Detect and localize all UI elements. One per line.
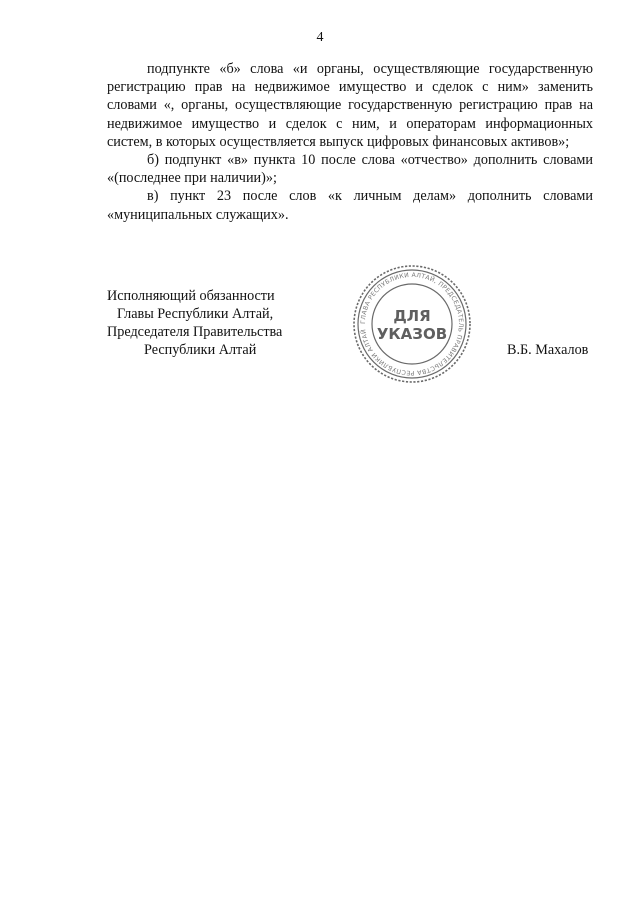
signer-title-line-4: Республики Алтай [144,342,257,358]
seal-center-line-2: УКАЗОВ [376,325,448,343]
signer-title-line-3: Председателя Правительства [107,324,283,340]
seal-ring-text: ГЛАВА РЕСПУБЛИКИ АЛТАЙ, ПРЕДСЕДАТЕЛЬ ПРАВИТЕЛЬСТВА РЕСПУБЛИКИ АЛТАЙ [359,271,465,377]
signer-title-line-2: Главы Республики Алтай, [117,306,274,322]
signer-title-line-1: Исполняющий обязанности [107,288,275,304]
paragraph-v: в) пункт 23 после слов «к личным делам» дополнить словами «муниципальных служащих». [107,188,593,223]
official-seal [350,262,474,386]
document-body [107,60,593,224]
paragraph-b: б) подпункт «в» пункта 10 после слова «отчество» дополнить словами «(последнее при наличии)»; [107,152,593,187]
paragraph-a-continuation: подпункте «б» слова «и органы, осуществляющие государственную регистрацию прав на недвижимое имущество и сделок с ним» заменить словами «, органы, осуществляющие государственную регистрацию прав на недвижимое имущество и сделок с ним, и операторам информационных систем, в которых осуществляется выпуск цифровых финансовых активов»; [107,61,593,150]
page-number: 4 [316,30,324,45]
seal-center-line-1: ДЛЯ [393,307,431,325]
signer-name: В.Б. Махалов [507,342,589,358]
